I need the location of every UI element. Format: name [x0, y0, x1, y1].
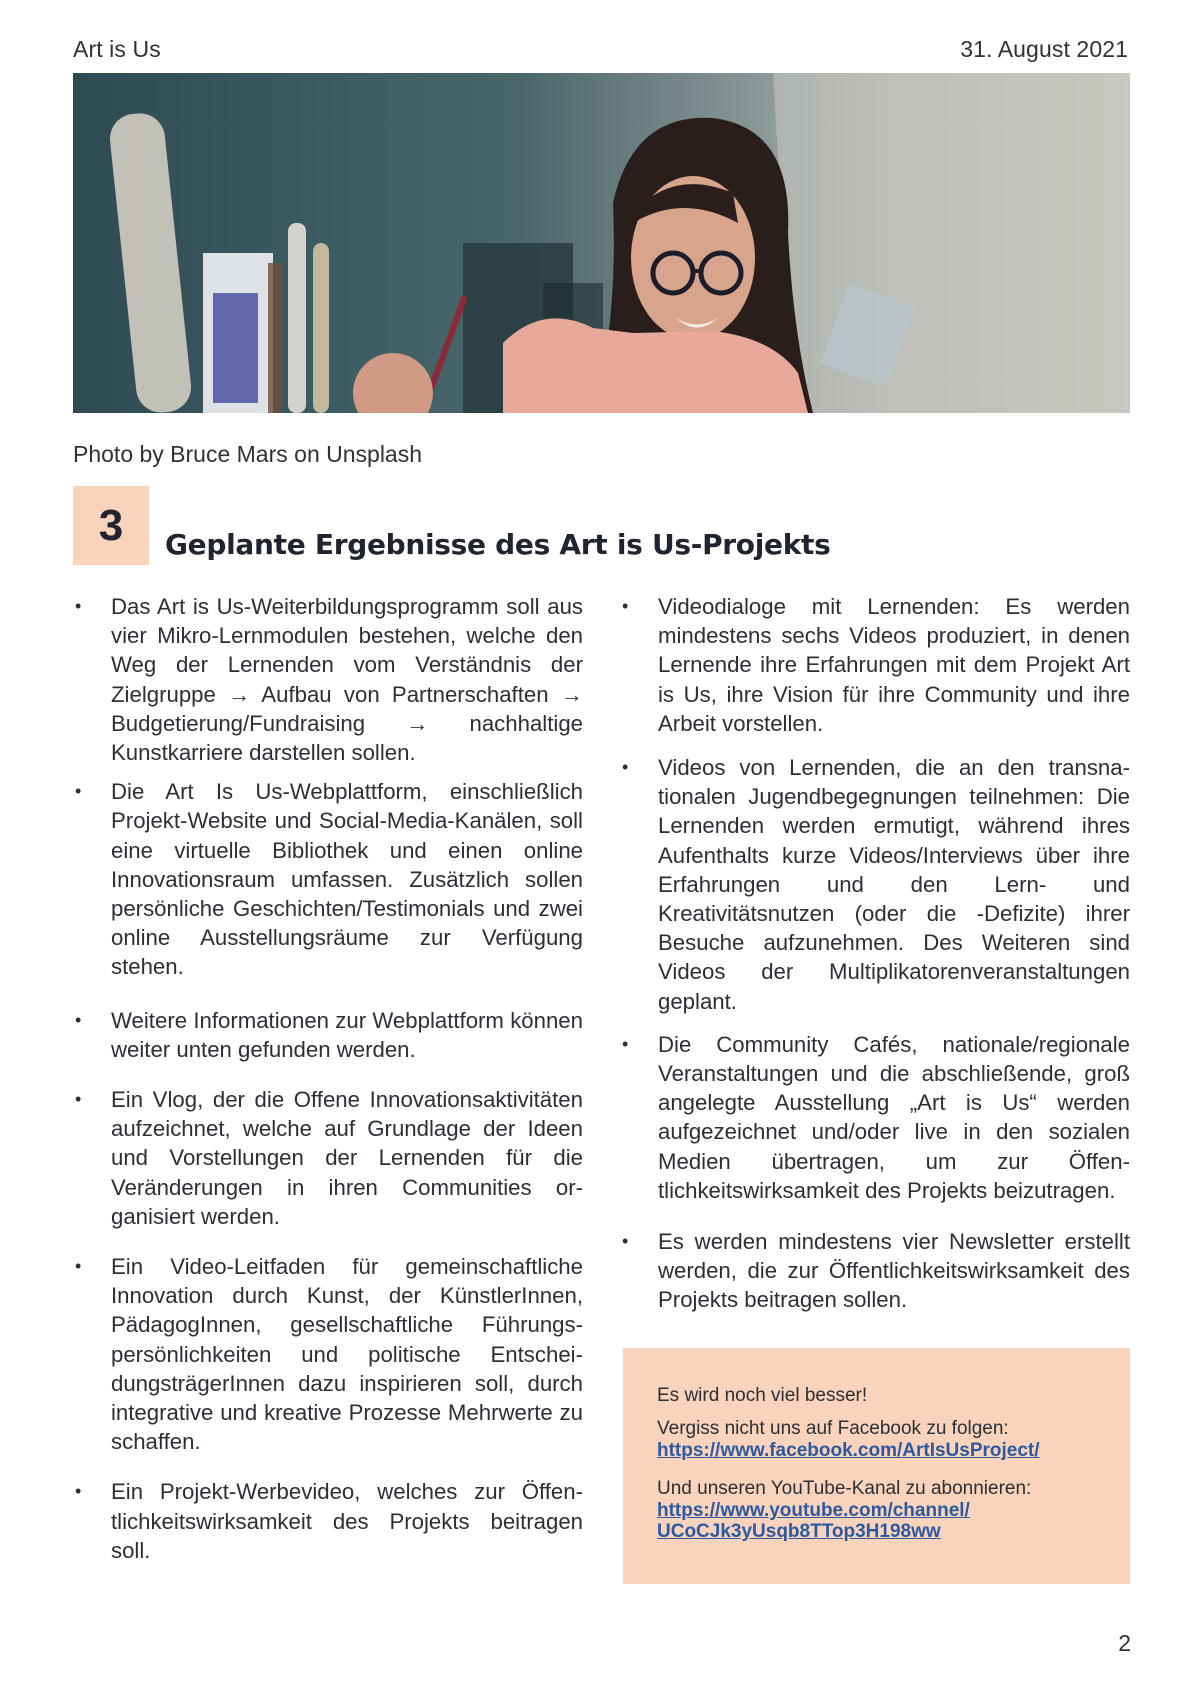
section-number: 3	[98, 500, 124, 550]
list-item	[620, 592, 1130, 738]
list-item	[620, 753, 1130, 1016]
youtube-prompt	[657, 1477, 1096, 1542]
list-item	[73, 1252, 583, 1456]
bullet-icon: •	[622, 1231, 629, 1252]
left-bullet-list	[73, 592, 583, 1565]
photo-caption: Photo by Bruce Mars on Unsplash	[73, 441, 423, 467]
list-item	[73, 1006, 583, 1064]
right-bullet-list	[620, 592, 1130, 1315]
hero-photo	[73, 73, 1130, 413]
youtube-link-line1[interactable]: https://www.youtube.com/channel/	[657, 1500, 970, 1521]
list-item-text: Weitere Informationen zur Webplattform können weiter unten gefunden werden.	[111, 1007, 583, 1062]
list-item-text: Es werden mindestens vier Newsletter erstellt werden, die zur Öffentlichkeitswirksamkeit des Projekts beitragen sollen.	[658, 1229, 1130, 1313]
header-date: 31. August 2021	[960, 36, 1128, 62]
bullet-icon: •	[75, 1009, 82, 1030]
youtube-link[interactable]	[657, 1500, 1096, 1542]
bullet-icon: •	[622, 757, 629, 778]
youtube-link-line2[interactable]: UCoCJk3yUsqb8TTop3H198ww	[657, 1521, 941, 1542]
list-item	[73, 592, 583, 767]
bullet-icon: •	[75, 781, 82, 802]
section-title: Geplante Ergebnisse des Art is Us-Projekts	[165, 528, 831, 561]
section-number-badge	[73, 486, 149, 565]
bullet-icon: •	[75, 1481, 82, 1502]
list-item-text: Ein Vlog, der die Offene Innovationsaktivitäten aufzeichnet, welche auf Grundlage der Ideen und Vorstellungen der Lernenden für die Veränderungen in ihren Communities organisiert werden.	[111, 1087, 583, 1229]
list-item	[73, 1477, 583, 1565]
list-item-text: Ein Video-Leitfaden für gemeinschaftliche Innovation durch Kunst, der KünstlerInnen, PädagogInnen, gesellschaftliche Führungspersönlichkeiten und politische EntscheidungsträgerInnen dazu inspirieren soll, durch integrative und kreative Prozesse Mehrwerte zu schaffen.	[111, 1254, 583, 1455]
bullet-icon: •	[75, 1256, 82, 1277]
list-item-text: Die Art Is Us-Webplattform, einschließlich Projekt-Website und Social-Media-Kanälen, soll eine virtuelle Bibliothek und einen online Innovationsraum umfassen. Zusätzlich sollen persönliche Geschichten/Testimonials und zwei online Ausstellungsräume zur Verfügung stehen.	[111, 779, 583, 980]
facebook-text: Vergiss nicht uns auf Facebook zu folgen:	[657, 1418, 1009, 1439]
list-item	[620, 1227, 1130, 1315]
facebook-prompt	[657, 1417, 1096, 1461]
social-media-info-box	[623, 1348, 1130, 1584]
list-item-text: Videos von Lernenden, die an den transnationalen Jugendbegegnungen teilnehmen: Die Lernenden werden ermutigt, während ihres Aufenthalts kurze Videos/Interviews über ihre Erfahrungen und den Lern- und Kreativitätsnutzen (oder die -Defizite) ihrer Besuche aufzunehmen. Des Weiteren sind Videos der Multiplikatorenveranstaltungen geplant.	[658, 755, 1130, 1014]
list-item-text: Das Art is Us-Weiterbildungsprogramm soll aus vier Mikro-Lernmodulen bestehen, welche den Weg der Lernenden vom Verständnis der Zielgruppe → Aufbau von Partnerschaften → Budgetierung/Fundraising → nachhaltige Kunstkarriere darstellen sollen.	[111, 594, 583, 766]
list-item-text: Videodialoge mit Lernenden: Es werden mindestens sechs Videos produziert, in denen Lernende ihre Erfahrungen mit dem Projekt Art is Us, ihre Vision für ihre Community und ihre Arbeit vorstellen.	[658, 594, 1130, 736]
header-title: Art is Us	[73, 36, 161, 62]
page-number: 2	[1118, 1630, 1131, 1656]
list-item	[73, 777, 583, 981]
bullet-icon: •	[75, 596, 82, 616]
list-item	[620, 1030, 1130, 1205]
youtube-text: Und unseren YouTube-Kanal zu abonnieren:	[657, 1478, 1032, 1499]
hero-photo-illustration	[73, 73, 1130, 413]
left-column	[73, 592, 583, 1586]
bullet-icon: •	[622, 1033, 629, 1054]
info-headline: Es wird noch viel besser!	[657, 1385, 868, 1406]
list-item-text: Die Community Cafés, nationale/regionale Veranstaltungen und die abschließende, groß angelegte Ausstellung „Art is Us“ werden aufgezeichnet und/oder live in den sozialen Medien übertragen, um zur Öffentlichkeitswirksamkeit des Projekts beizutragen.	[658, 1031, 1130, 1203]
list-item-text: Ein Projekt-Werbevideo, welches zur Öffentlichkeitswirksamkeit des Projekts beitragen soll.	[111, 1479, 583, 1563]
bullet-icon: •	[622, 596, 629, 616]
right-column	[620, 592, 1130, 1336]
facebook-link[interactable]: https://www.facebook.com/ArtIsUsProject/	[657, 1440, 1040, 1461]
bullet-icon: •	[75, 1089, 82, 1110]
list-item	[73, 1085, 583, 1231]
